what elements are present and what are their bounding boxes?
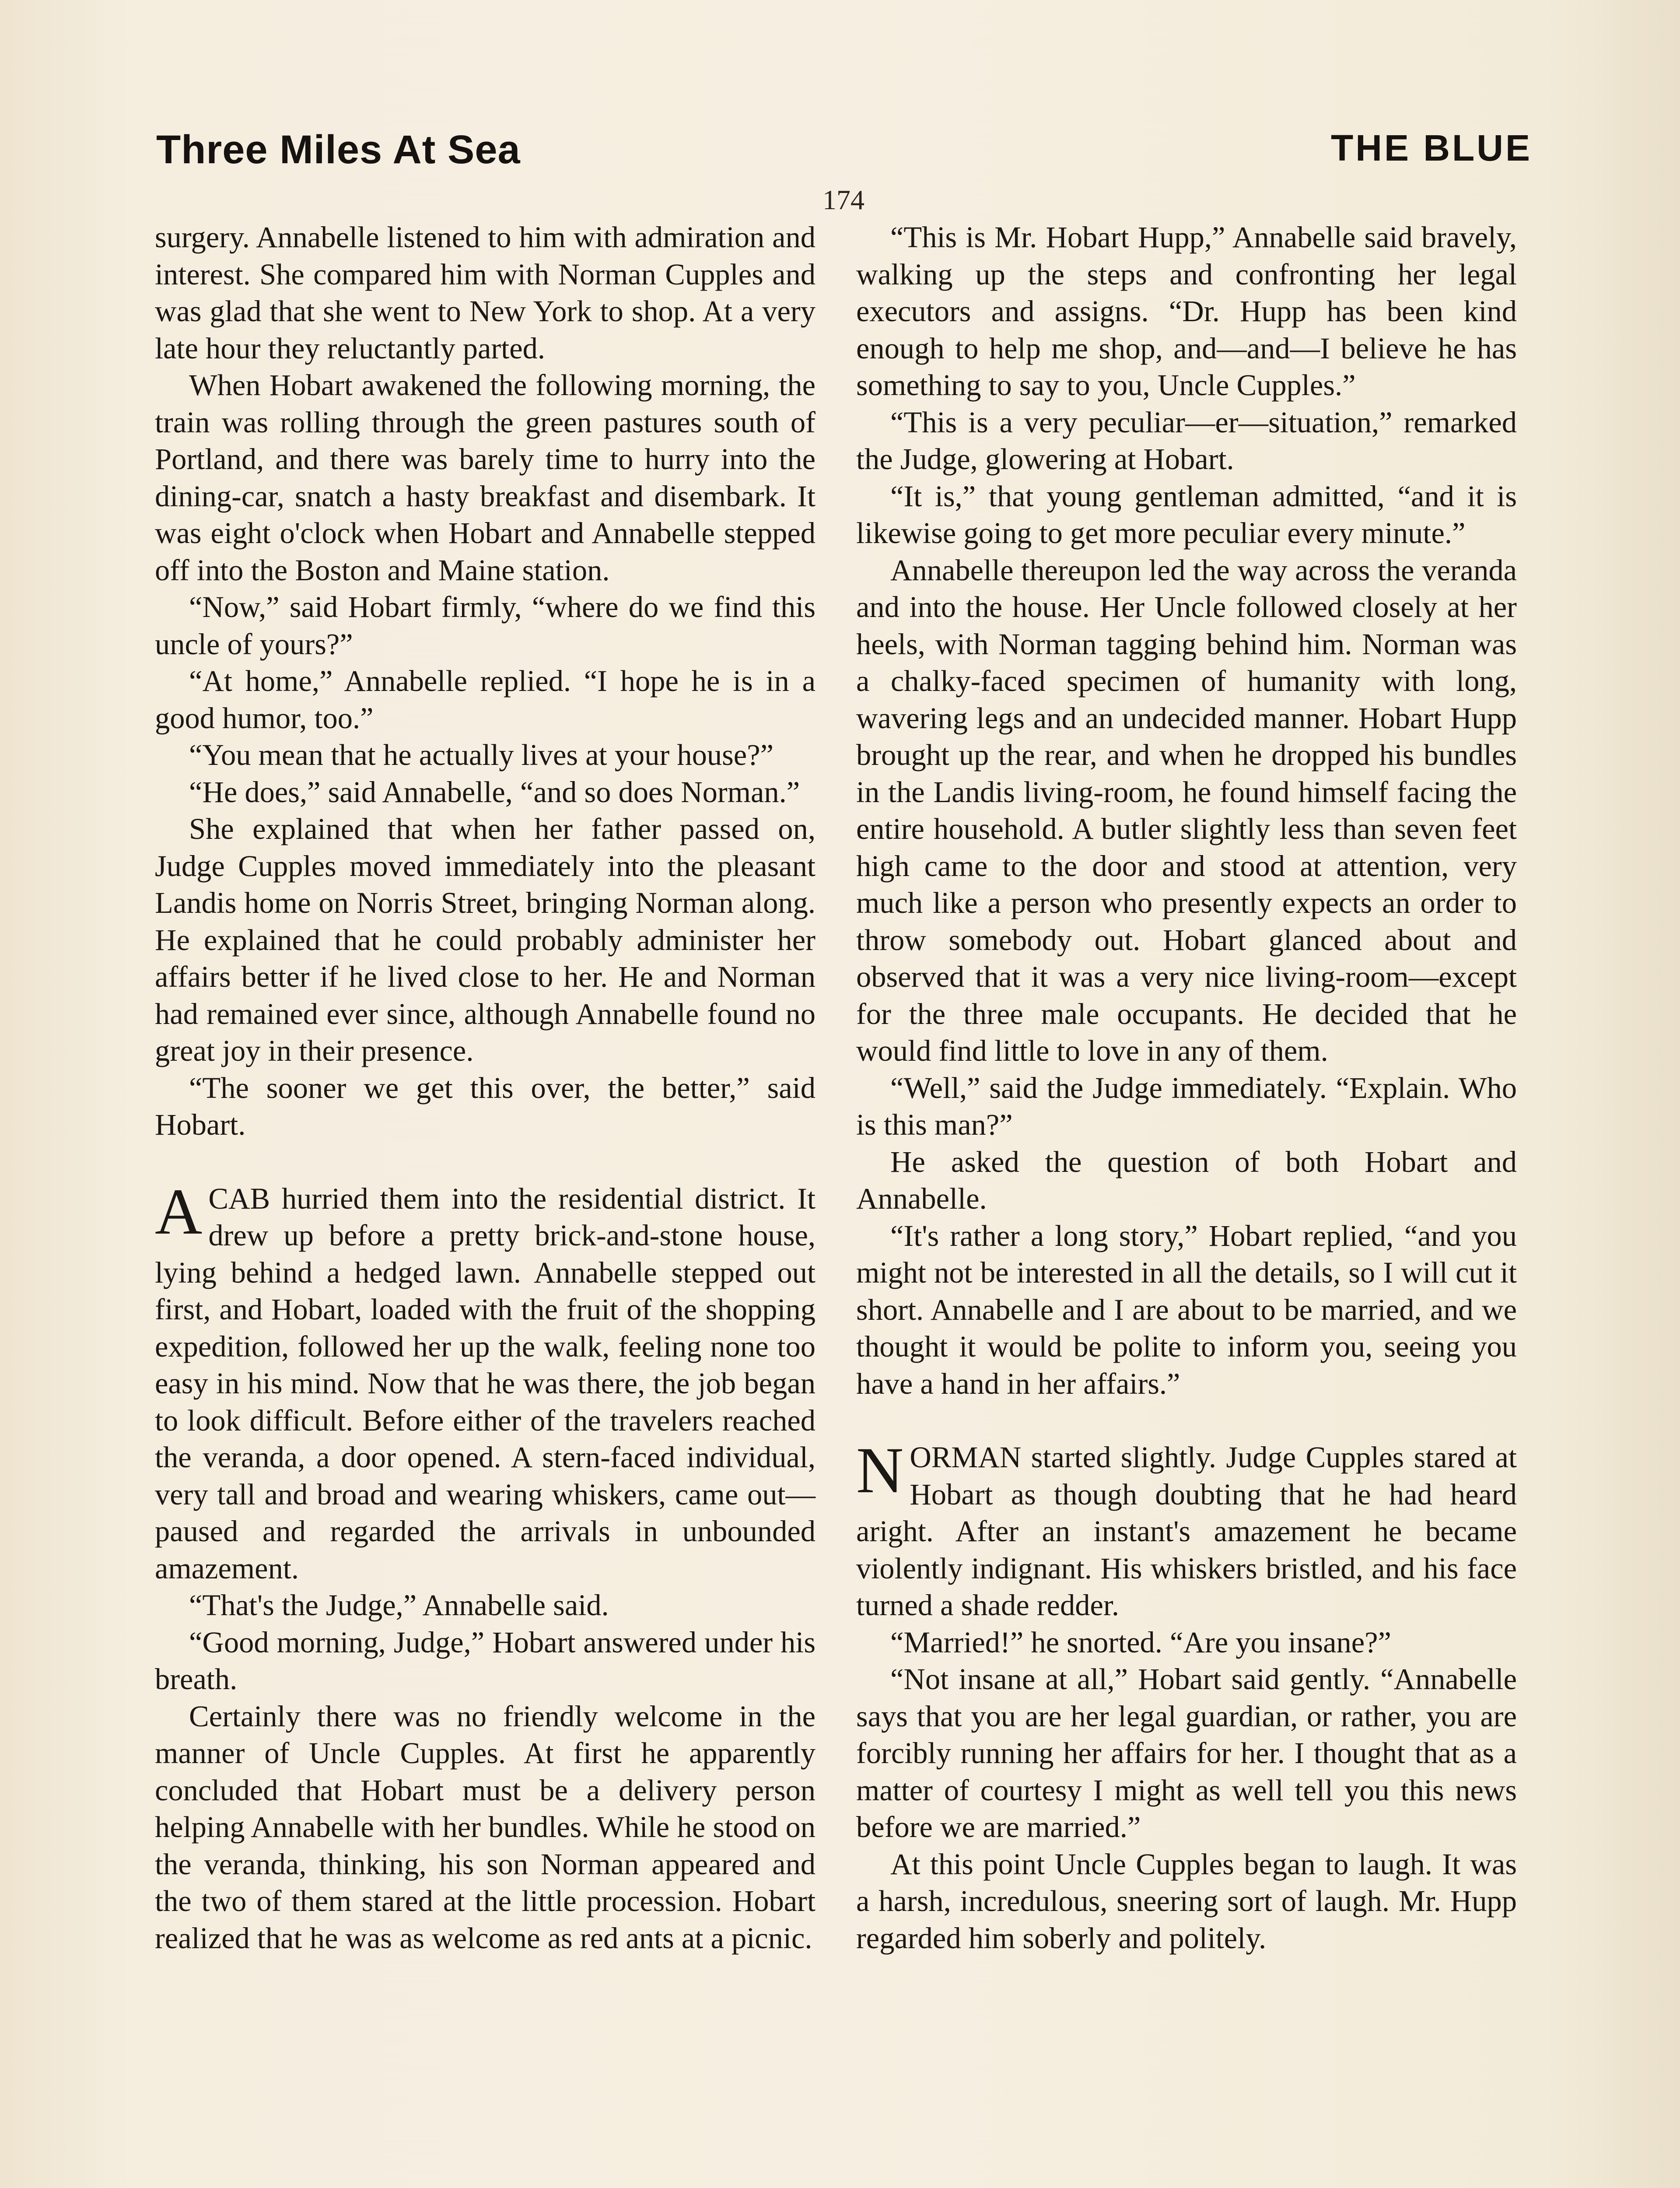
paragraph: “This is a very peculiar—er—situation,” remarked the Judge, glowering at Hobart. — [856, 405, 1517, 476]
section-paragraph — [155, 1175, 816, 1587]
paragraph: “At home,” Annabelle replied. “I hope he is in a good humor, too.” — [155, 664, 816, 735]
paragraph: surgery. Annabelle listened to him with admiration and interest. She compared him with Norman Cupples and was glad that she went to New York to shop. At a very late hour they reluctantly parted. — [155, 221, 816, 365]
paragraph: “This is Mr. Hobart Hupp,” Annabelle said bravely, walking up the steps and confronting her legal executors and assigns. “Dr. Hupp has been kind enough to help me shop, and—and—I believe he has something to say to you, Uncle Cupples.” — [856, 221, 1517, 402]
paragraph: “He does,” said Annabelle, “and so does Norman.” — [189, 775, 800, 809]
paragraph: “It is,” that young gentleman admitted, “and it is likewise going to get more peculiar every minute.” — [856, 479, 1517, 550]
paragraph: “Well,” said the Judge immediately. “Explain. Who is this man?” — [856, 1071, 1517, 1141]
page-number: 174 — [822, 184, 864, 215]
paragraph: “It's rather a long story,” Hobart replied, “and you might not be interested in all the details, so I will cut it short. Annabelle and I are about to be married, and we thought it would be polite to inform you, seeing you have a hand in her affairs.” — [856, 1219, 1517, 1400]
paragraph: “You mean that he actually lives at your house?” — [189, 738, 774, 771]
paragraph-text: CAB hurried them into the residential district. It drew up before a pretty brick-and-stone house, lying behind a hedged lawn. Annabelle stepped out first, and Hobart, loaded with the fruit of the shopping expedition, followed her up the walk, feeling none too easy in his mind. Now that he was there, the job began to look difficult. Before either of the travelers reached the veranda, a door opened. A stern-faced individual, very tall and broad and wearing whiskers, came out—paused and regarded the arrivals in unbounded amazement. — [155, 1182, 816, 1585]
paragraph: Certainly there was no friendly welcome in the manner of Uncle Cupples. At first he apparently concluded that Hobart must be a delivery person helping Annabelle with her bundles. While he stood on the veranda, thinking, his son Norman appeared and the two of them stared at the little procession. Hobart realized that he was as welcome as red ants at a picnic. — [155, 1699, 816, 1955]
paragraph: When Hobart awakened the following morning, the train was rolling through the green pastures south of Portland, and there was barely time to hurry into the dining-car, snatch a hasty breakfast and disembark. It was eight o'clock when Hobart and Annabelle stepped off into the Boston and Maine station. — [155, 368, 816, 587]
paragraph: Annabelle thereupon led the way across the veranda and into the house. Her Uncle followed closely at her heels, with Norman tagging behind him. Norman was a chalky-faced specimen of humanity with long, wavering legs and an undecided manner. Hobart Hupp brought up the rear, and when he dropped his bundles in the Landis living-room, he found himself facing the entire household. A butler slightly less than seven feet high came to the door and stood at attention, very much like a person who presently expects an order to throw somebody out. Hobart glanced about and observed that it was a very nice living-room—except for the three male occupants. He decided that he would find little to love in any of them. — [856, 553, 1517, 1067]
magazine-name: THE BLUE — [1331, 127, 1532, 168]
drop-cap: A — [155, 1175, 203, 1248]
left-column — [155, 219, 816, 1957]
section-paragraph — [856, 1434, 1517, 1624]
paragraph: She explained that when her father passed on, Judge Cupples moved immediately into the pleasant Landis home on Norris Street, bringing Norman along. He explained that he could probably administer her affairs better if he lived close to her. He and Norman had remained ever since, although Annabelle found no great joy in their presence. — [155, 812, 816, 1067]
paragraph: “That's the Judge,” Annabelle said. — [189, 1588, 609, 1622]
paragraph: “Not insane at all,” Hobart said gently. “Annabelle says that you are her legal guardian, or rather, you are forcibly running her affairs for her. I thought that as a matter of courtesy I might as well tell you this news before we are married.” — [856, 1662, 1517, 1844]
right-column — [856, 219, 1517, 1957]
paragraph: At this point Uncle Cupples began to laugh. It was a harsh, incredulous, sneering sort of laugh. Mr. Hupp regarded him soberly and politely. — [856, 1847, 1517, 1955]
paragraph: He asked the question of both Hobart and Annabelle. — [856, 1145, 1517, 1215]
paragraph: “Good morning, Judge,” Hobart answered under his breath. — [155, 1625, 816, 1696]
paragraph-text: ORMAN started slightly. Judge Cupples stared at Hobart as though doubting that he had heard aright. After an instant's amazement he became violently indignant. His whiskers bristled, and his face turned a shade redder. — [856, 1441, 1517, 1622]
paragraph: “Married!” he snorted. “Are you insane?” — [890, 1625, 1391, 1659]
paragraph: “The sooner we get this over, the better,” said Hobart. — [155, 1071, 816, 1141]
story-title: Three Miles At Sea — [156, 127, 521, 172]
drop-cap: N — [856, 1434, 904, 1507]
paragraph: “Now,” said Hobart firmly, “where do we find this uncle of yours?” — [155, 590, 816, 661]
